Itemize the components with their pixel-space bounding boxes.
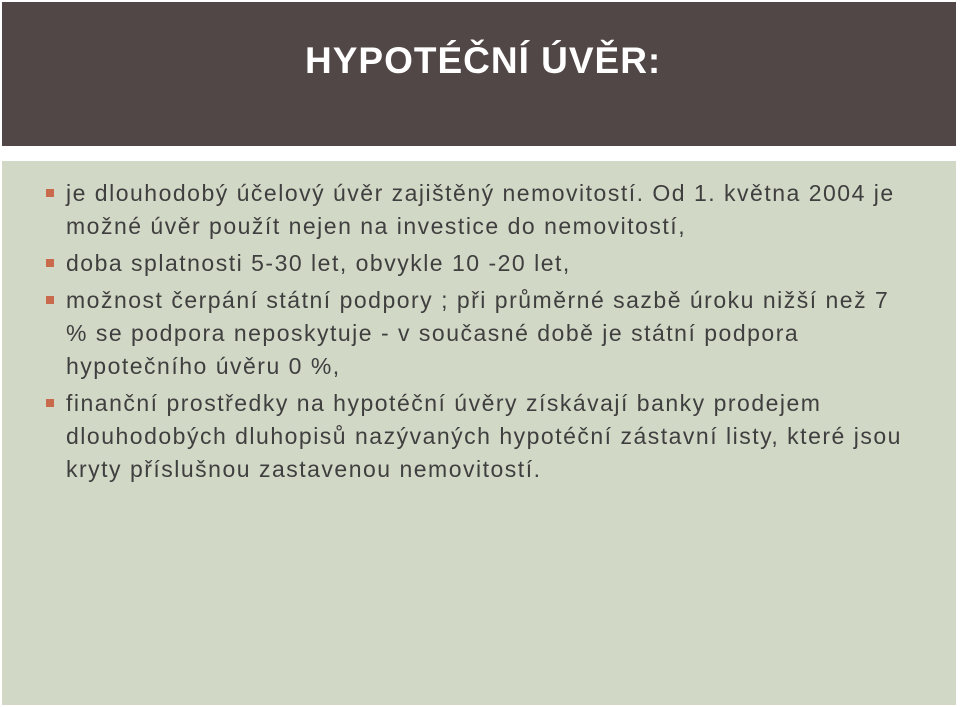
bullet-item [46,177,906,243]
bullet-text: je dlouhodobý účelový úvěr zajištěný nemovitostí. Od 1. května 2004 je možné úvěr použít nejen na investice do nemovitostí, [66,180,895,239]
square-bullet-icon [46,189,54,197]
square-bullet-icon [46,399,54,407]
square-bullet-icon [46,259,54,267]
square-bullet-icon [46,296,54,304]
bullet-text: finanční prostředky na hypotéční úvěry získávají banky prodejem dlouhodobých dluhopisů nazývaných hypotéční zástavní listy, které jsou kryty příslušnou zastavenou nemovitostí. [66,390,902,482]
slide-title: HYPOTÉČNÍ ÚVĚR: [305,40,662,81]
bullet-text: doba splatnosti 5-30 let, obvykle 10 -20 let, [66,250,571,276]
bullet-item [46,387,906,486]
bullet-text: možnost čerpání státní podpory ; při průměrné sazbě úroku nižší než 7 % se podpora neposkytuje - v současné době je státní podpora hypotečního úvěru 0 %, [66,287,890,379]
bullet-item [46,284,906,383]
title-bar [2,2,956,146]
bullet-item [46,247,906,280]
content-panel [2,161,956,705]
bullet-list [46,177,906,490]
